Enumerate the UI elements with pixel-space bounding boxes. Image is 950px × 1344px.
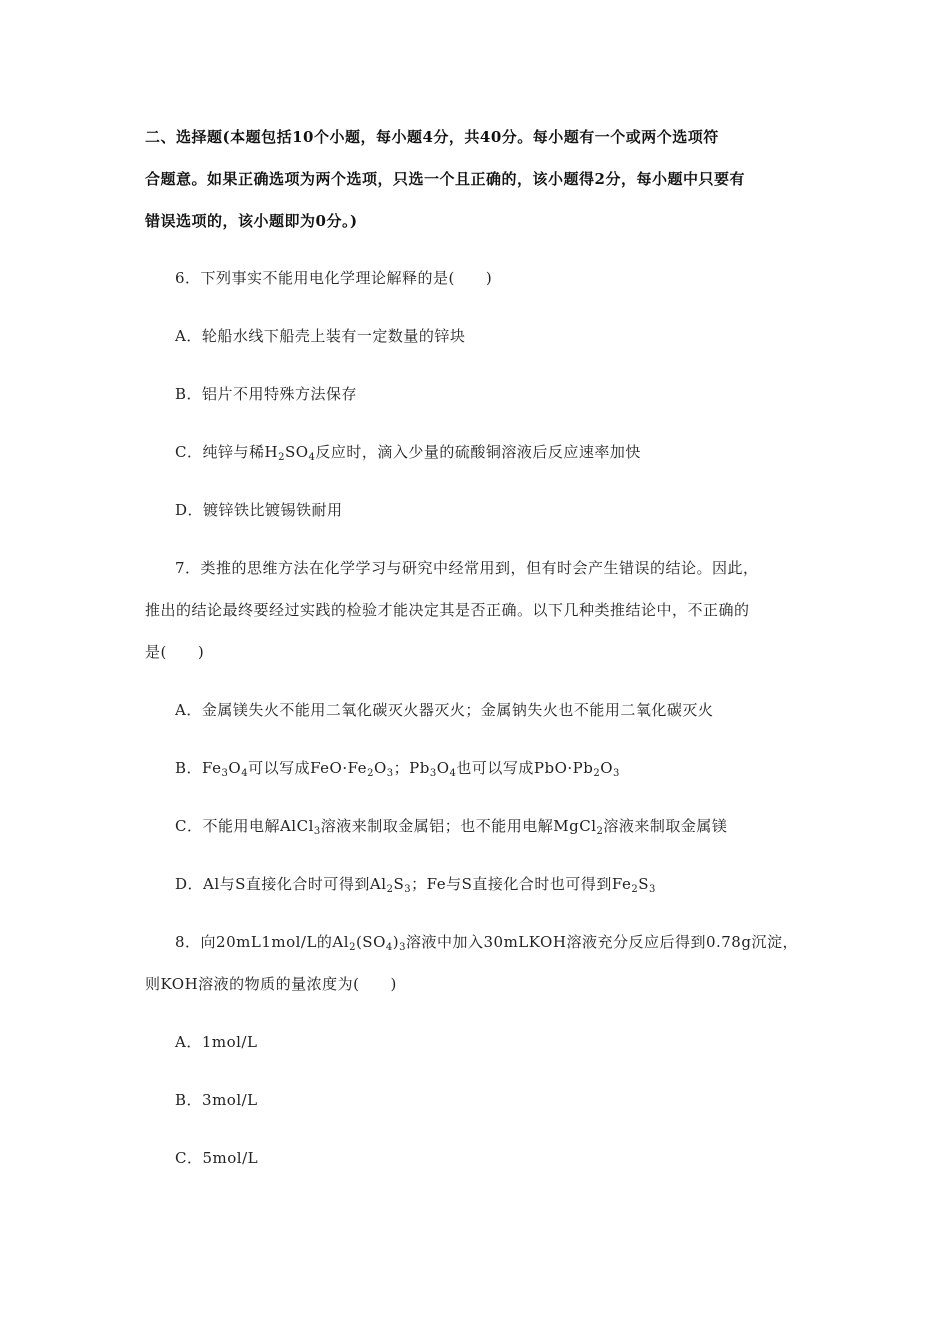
section-heading-line-2: 合题意。如果正确选项为两个选项，只选一个且正确的，该小题得2分，每小题中只要有 [145, 170, 745, 188]
question-7-option-c: C．不能用电解AlCl$_3$溶液来制取金属铝；也不能用电解MgCl$_2$溶液来制取金属镁 [175, 817, 728, 837]
section-heading-line-3: 错误选项的，该小题即为0分。) [145, 212, 358, 230]
question-6-option-c: C．纯锌与稀$H_2SO_4$反应时，滴入少量的硫酸铜溶液后反应速率加快 [175, 443, 641, 463]
question-6-option-b: B．铝片不用特殊方法保存 [175, 385, 358, 403]
question-7-option-a: A．金属镁失火不能用二氧化碳灭火器灭火；金属钠失火也不能用二氧化碳灭火 [175, 701, 714, 719]
question-6-option-a: A．轮船水线下船壳上装有一定数量的锌块 [175, 327, 466, 345]
question-7-option-d: D．Al与S直接化合时可得到$Al_2S_3$；Fe与S直接化合时也可得到$Fe_2S_3$ [175, 875, 656, 895]
section-heading-line-1: 二、选择题(本题包括10个小题，每小题4分，共40分。每小题有一个或两个选项符 [145, 128, 719, 146]
question-7-stem-line-2: 推出的结论最终要经过实践的检验才能决定其是否正确。以下几种类推结论中，不正确的 [145, 601, 750, 619]
question-7-option-b: B．$Fe_3O_4$可以写成$FeO\cdot Fe_2O_3$；$Pb_3O_4$也可以写成$PbO\cdot Pb_2O_3$ [175, 759, 620, 779]
question-7-stem-line-3: 是( ) [145, 643, 205, 661]
question-6-option-d: D．镀锌铁比镀锡铁耐用 [175, 501, 343, 519]
question-8-option-c: C．5mol/L [175, 1149, 259, 1167]
question-7-stem-line-1: 7．类推的思维方法在化学学习与研究中经常用到，但有时会产生错误的结论。因此， [175, 559, 759, 577]
question-8-option-a: A．1mol/L [175, 1033, 258, 1051]
question-8-stem-line-1: 8．向20mL1mol/L的$Al_2(SO_4)_3$溶液中加入30mLKOH溶液充分反应后得到0.78g沉淀， [175, 933, 798, 953]
question-6-stem: 6．下列事实不能用电化学理论解释的是( ) [175, 269, 493, 287]
question-8-stem-line-2: 则KOH溶液的物质的量浓度为( ) [145, 975, 397, 993]
question-8-option-b: B．3mol/L [175, 1091, 258, 1109]
